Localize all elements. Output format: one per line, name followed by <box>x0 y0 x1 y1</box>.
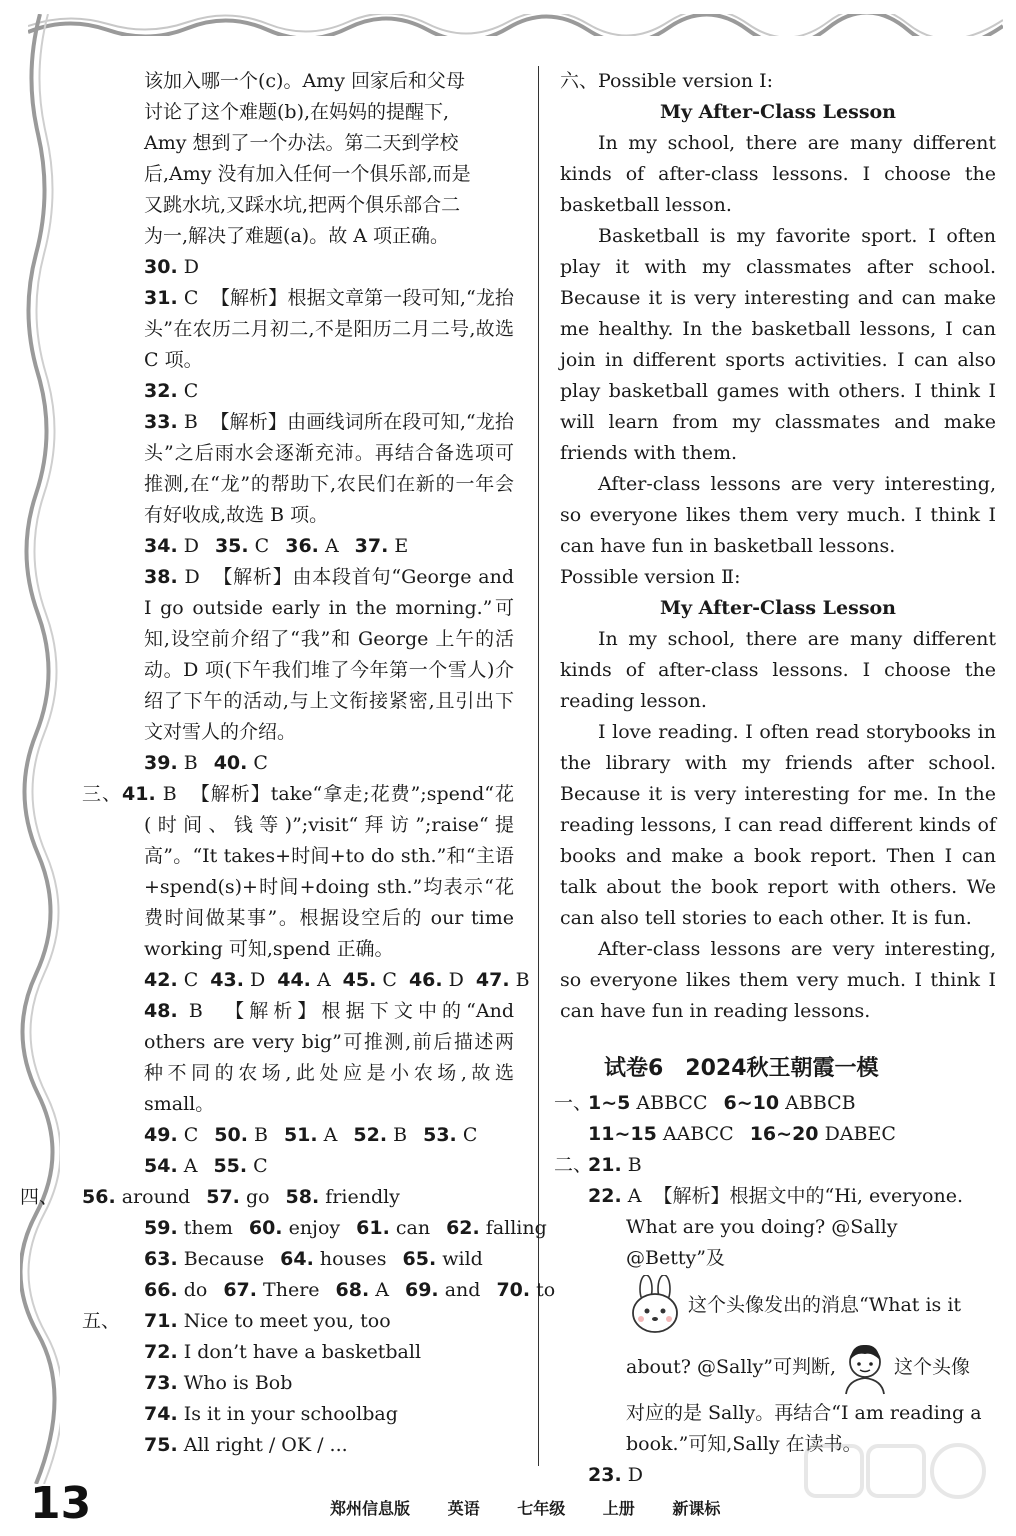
answer-48 <box>82 996 514 1120</box>
footer-item: 郑州信息版 <box>330 1499 411 1518</box>
essay-paragraph: In my school, there are many different kinds of after-class lessons. I choose the reading lesson. <box>560 628 996 712</box>
question-number: 30. <box>144 256 178 278</box>
answer-value: All right / OK / ... <box>183 1434 348 1456</box>
explanation: 【解析】take“拿走;花费”;spend“花(时间、钱等)”;visit“拜访”;raise“提高”。“It takes+时间+to do sth.”和“主语+spend(s)+时间+doing sth.”均表示“花费时间做某事”。根据设空后的 our time working 可知,spend 正确。 <box>144 783 514 960</box>
intro-line: 又跳水坑,又踩水坑,把两个俱乐部合二 <box>144 194 461 216</box>
footer-item: 上册 <box>602 1499 635 1518</box>
answer-value: C <box>183 969 199 991</box>
answer-value: D <box>184 566 200 588</box>
answer-value: C <box>462 1124 478 1146</box>
answer-31 <box>82 283 514 376</box>
answer-value: A <box>316 969 331 991</box>
question-number: 16~20 <box>749 1123 819 1145</box>
version-label: Possible version Ⅰ: <box>598 70 774 92</box>
question-number: 43. <box>210 969 244 991</box>
answer-value: do <box>183 1279 208 1301</box>
answer-value: Who is Bob <box>183 1372 293 1394</box>
answer-value: A <box>324 535 339 557</box>
essay-title: My After-Class Lesson <box>659 101 896 123</box>
answer-73 <box>82 1368 514 1399</box>
answer-value: C <box>183 1124 199 1146</box>
question-number: 35. <box>214 535 249 557</box>
watermark-logo-icon <box>802 1440 992 1510</box>
answer-value: B <box>183 752 198 774</box>
question-number: 61. <box>356 1217 390 1239</box>
answer-value: DABEC <box>824 1123 896 1145</box>
explanation: 【解析】由本段首句“George and I go outside early in the morning.”可知,设空前介绍了“我”和 George 上午的活动。D 项(下午我们堆了今年第一个雪人)介绍了下午的活动,与上文衔接紧密,且引出下文对雪人的介绍。 <box>144 566 514 743</box>
answer-32 <box>82 376 514 407</box>
answer-value: friendly <box>325 1186 400 1208</box>
section-marker: 四、 <box>20 1186 59 1208</box>
question-number: 69. <box>404 1279 439 1301</box>
question-number: 33. <box>144 411 178 433</box>
question-number: 50. <box>214 1124 248 1146</box>
essay-paragraph: After-class lessons are very interesting, so everyone likes them very much. I think I can have fun in reading lessons. <box>560 938 996 1022</box>
page-number: 13 <box>30 1478 92 1529</box>
footer-item: 新课标 <box>672 1499 721 1518</box>
question-number: 72. <box>144 1341 178 1363</box>
question-number: 74. <box>144 1403 178 1425</box>
page-footer <box>330 1496 742 1519</box>
answer-value: to <box>536 1279 556 1301</box>
question-number: 52. <box>353 1124 388 1146</box>
answer-21 <box>554 1150 996 1181</box>
question-number: 11~15 <box>588 1123 657 1145</box>
boy-avatar-icon <box>838 1338 892 1396</box>
question-number: 38. <box>144 566 178 588</box>
intro-line: 后,Amy 没有加入任何一个俱乐部,而是 <box>144 163 471 185</box>
answer-value: D <box>183 535 199 557</box>
question-number: 37. <box>354 535 389 557</box>
question-number: 21. <box>588 1154 622 1176</box>
right-column <box>554 66 996 1491</box>
footer-item: 英语 <box>447 1499 480 1518</box>
column-divider <box>538 66 539 1466</box>
intro-text <box>82 66 514 252</box>
question-number: 57. <box>206 1186 240 1208</box>
footer-item: 七年级 <box>517 1499 566 1518</box>
explanation-line: What are you doing? @Sally @Betty”及 <box>626 1216 898 1269</box>
question-number: 55. <box>213 1155 248 1177</box>
question-number: 63. <box>144 1248 178 1270</box>
answer-value: B <box>162 783 177 805</box>
question-number: 62. <box>446 1217 480 1239</box>
section-marker: 五、 <box>82 1310 121 1332</box>
question-number: 32. <box>144 380 178 402</box>
answer-value: B <box>515 969 530 991</box>
answer-74 <box>82 1399 514 1430</box>
question-number: 41. <box>122 783 156 805</box>
question-number: 22. <box>588 1185 622 1207</box>
explanation-line: 这个头像 <box>894 1355 971 1378</box>
answer-75 <box>82 1430 514 1461</box>
answer-value: enjoy <box>288 1217 341 1239</box>
explanation: 【解析】根据文章第一段可知,“龙抬头”在农历二月初二,不是阳历二月二号,故选 C 项。 <box>144 287 514 371</box>
answer-value: C <box>253 1155 268 1177</box>
answer-value: go <box>245 1186 270 1208</box>
version-2-header <box>560 562 996 593</box>
intro-line: 为一,解决了难题(a)。故 A 项正确。 <box>144 225 449 247</box>
answer-value: D <box>249 969 266 991</box>
question-number: 47. <box>475 969 510 991</box>
decorative-border-left <box>20 14 60 1484</box>
question-number: 65. <box>402 1248 437 1270</box>
answer-value: D <box>183 256 199 278</box>
answer-value: ABBCB <box>785 1092 856 1114</box>
answer-value: B <box>253 1124 268 1146</box>
question-number: 67. <box>223 1279 257 1301</box>
answer-38 <box>82 562 514 748</box>
intro-line: 讨论了这个难题(b),在妈妈的提醒下, <box>144 101 450 123</box>
answers-54-55 <box>82 1151 514 1182</box>
question-number: 45. <box>342 969 377 991</box>
answer-value: E <box>394 535 409 557</box>
explanation-line: about? @Sally”可判断, <box>626 1355 837 1378</box>
question-number: 64. <box>280 1248 314 1270</box>
answer-value: C <box>183 287 199 309</box>
answer-value: Because <box>183 1248 265 1270</box>
answers-11-20 <box>560 1119 996 1150</box>
answer-value: There <box>263 1279 320 1301</box>
section-6-header <box>560 66 996 97</box>
section-marker: 六、 <box>560 70 599 92</box>
explanation: 【解析】根据下文中的“And others are very big”可推测,前后描述两种不同的农场,此处应是小农场,故选 small。 <box>144 1000 514 1115</box>
answer-72 <box>82 1337 514 1368</box>
question-number: 42. <box>144 969 178 991</box>
answer-value: I don’t have a basketball <box>183 1341 422 1363</box>
answer-value: around <box>121 1186 191 1208</box>
question-number: 73. <box>144 1372 178 1394</box>
question-number: 58. <box>285 1186 320 1208</box>
answers-42-47 <box>82 965 530 996</box>
answer-value: A <box>627 1185 642 1207</box>
answers-1-10 <box>554 1088 996 1119</box>
question-number: 66. <box>144 1279 178 1301</box>
answers-63-65 <box>82 1244 514 1275</box>
essay-paragraph: I love reading. I often read storybooks in the library with my friends after school. Because it is very interesting for me. In the reading lessons, I can read different kinds of books and make a book report. Then I can talk about the book report with others. We can also tell stories to each other. It is fun. <box>560 721 996 929</box>
essay-title: My After-Class Lesson <box>659 597 896 619</box>
question-number: 75. <box>144 1434 178 1456</box>
question-number: 1~5 <box>588 1092 631 1114</box>
answer-value: C <box>254 535 270 557</box>
answer-value: A <box>375 1279 389 1301</box>
left-column <box>20 66 556 1461</box>
answer-value: A <box>323 1124 338 1146</box>
answer-33 <box>82 407 514 531</box>
answer-value: AABCC <box>662 1123 734 1145</box>
answers-59-62 <box>82 1213 547 1244</box>
answers-66-70 <box>82 1275 556 1306</box>
explanation-line: 【解析】根据文中的“Hi, everyone. <box>653 1185 963 1207</box>
question-number: 70. <box>496 1279 531 1301</box>
question-number: 39. <box>144 752 178 774</box>
paper-title: 试卷6 2024秋王朝霞一模 <box>604 1056 879 1081</box>
explanation-line: 对应的是 Sally。再结合“I am reading a <box>626 1402 982 1424</box>
answer-value: can <box>395 1217 431 1239</box>
answer-value: C <box>253 752 268 774</box>
intro-line: Amy 想到了一个办法。第二天到学校 <box>144 132 459 154</box>
answer-value: D <box>627 1464 643 1486</box>
question-number: 44. <box>277 969 311 991</box>
question-number: 46. <box>408 969 443 991</box>
answer-value: Is it in your schoolbag <box>183 1403 398 1425</box>
answer-value: wild <box>442 1248 483 1270</box>
decorative-border-top <box>28 14 1003 36</box>
answer-22 <box>560 1181 996 1460</box>
answer-value: houses <box>319 1248 387 1270</box>
section-marker: 三、 <box>82 783 122 805</box>
question-number: 36. <box>285 535 319 557</box>
question-number: 40. <box>213 752 248 774</box>
question-number: 71. <box>144 1310 178 1332</box>
answer-value: A <box>183 1155 198 1177</box>
question-number: 68. <box>335 1279 370 1301</box>
question-number: 48. <box>144 1000 178 1022</box>
answer-71 <box>82 1306 514 1337</box>
answer-value: B <box>188 1000 203 1022</box>
rabbit-avatar-icon <box>626 1275 684 1335</box>
answers-49-53 <box>82 1120 514 1151</box>
version-label: Possible version Ⅱ: <box>560 566 741 588</box>
answer-value: B <box>183 411 198 433</box>
question-number: 51. <box>283 1124 318 1146</box>
question-number: 54. <box>144 1155 178 1177</box>
essay-paragraph: In my school, there are many different kinds of after-class lessons. I choose the basketball lesson. <box>560 132 996 216</box>
answers-34-37 <box>82 531 514 562</box>
answer-value: and <box>444 1279 481 1301</box>
question-number: 34. <box>144 535 178 557</box>
explanation-line: 这个头像发出的消息“What is it <box>688 1293 962 1316</box>
answer-30 <box>82 252 514 283</box>
answer-value: Nice to meet you, too <box>183 1310 391 1332</box>
answers-56-58 <box>20 1182 514 1213</box>
intro-line: 该加入哪一个(c)。Amy 回家后和父母 <box>144 70 465 92</box>
question-number: 49. <box>144 1124 178 1146</box>
explanation: 【解析】由画线词所在段可知,“龙抬头”之后雨水会逐渐充沛。再结合备选项可推测,在“龙”的帮助下,农民们在新的一年会有好收成,故选 B 项。 <box>144 411 514 526</box>
section-marker: 一、 <box>554 1092 593 1114</box>
answer-value: C <box>382 969 397 991</box>
answer-value: B <box>627 1154 642 1176</box>
question-number: 6~10 <box>723 1092 780 1114</box>
question-number: 23. <box>588 1464 622 1486</box>
answer-value: B <box>393 1124 408 1146</box>
answer-value: C <box>183 380 199 402</box>
essay-paragraph: Basketball is my favorite sport. I often play it with my classmates after school. Because it is very interesting and can make me healthy. In the basketball lessons, I can join in different sports activities. I can also play basketball games with others. I think I will learn from my classmates and make friends with them. <box>560 225 996 464</box>
answer-value: D <box>448 969 464 991</box>
question-number: 53. <box>423 1124 457 1146</box>
explanation-line: book.”可知,Sally 在读书。 <box>626 1433 862 1455</box>
answer-value: them <box>183 1217 233 1239</box>
answers-39-40 <box>82 748 514 779</box>
question-number: 59. <box>144 1217 178 1239</box>
essay-paragraph: After-class lessons are very interesting, so everyone likes them very much. I think I can have fun in basketball lessons. <box>560 473 996 557</box>
section-marker: 二、 <box>554 1154 593 1176</box>
question-number: 31. <box>144 287 178 309</box>
question-number: 60. <box>248 1217 283 1239</box>
question-number: 56. <box>82 1186 116 1208</box>
answer-value: ABBCC <box>636 1092 708 1114</box>
answer-value: falling <box>485 1217 547 1239</box>
answer-41 <box>82 779 514 965</box>
